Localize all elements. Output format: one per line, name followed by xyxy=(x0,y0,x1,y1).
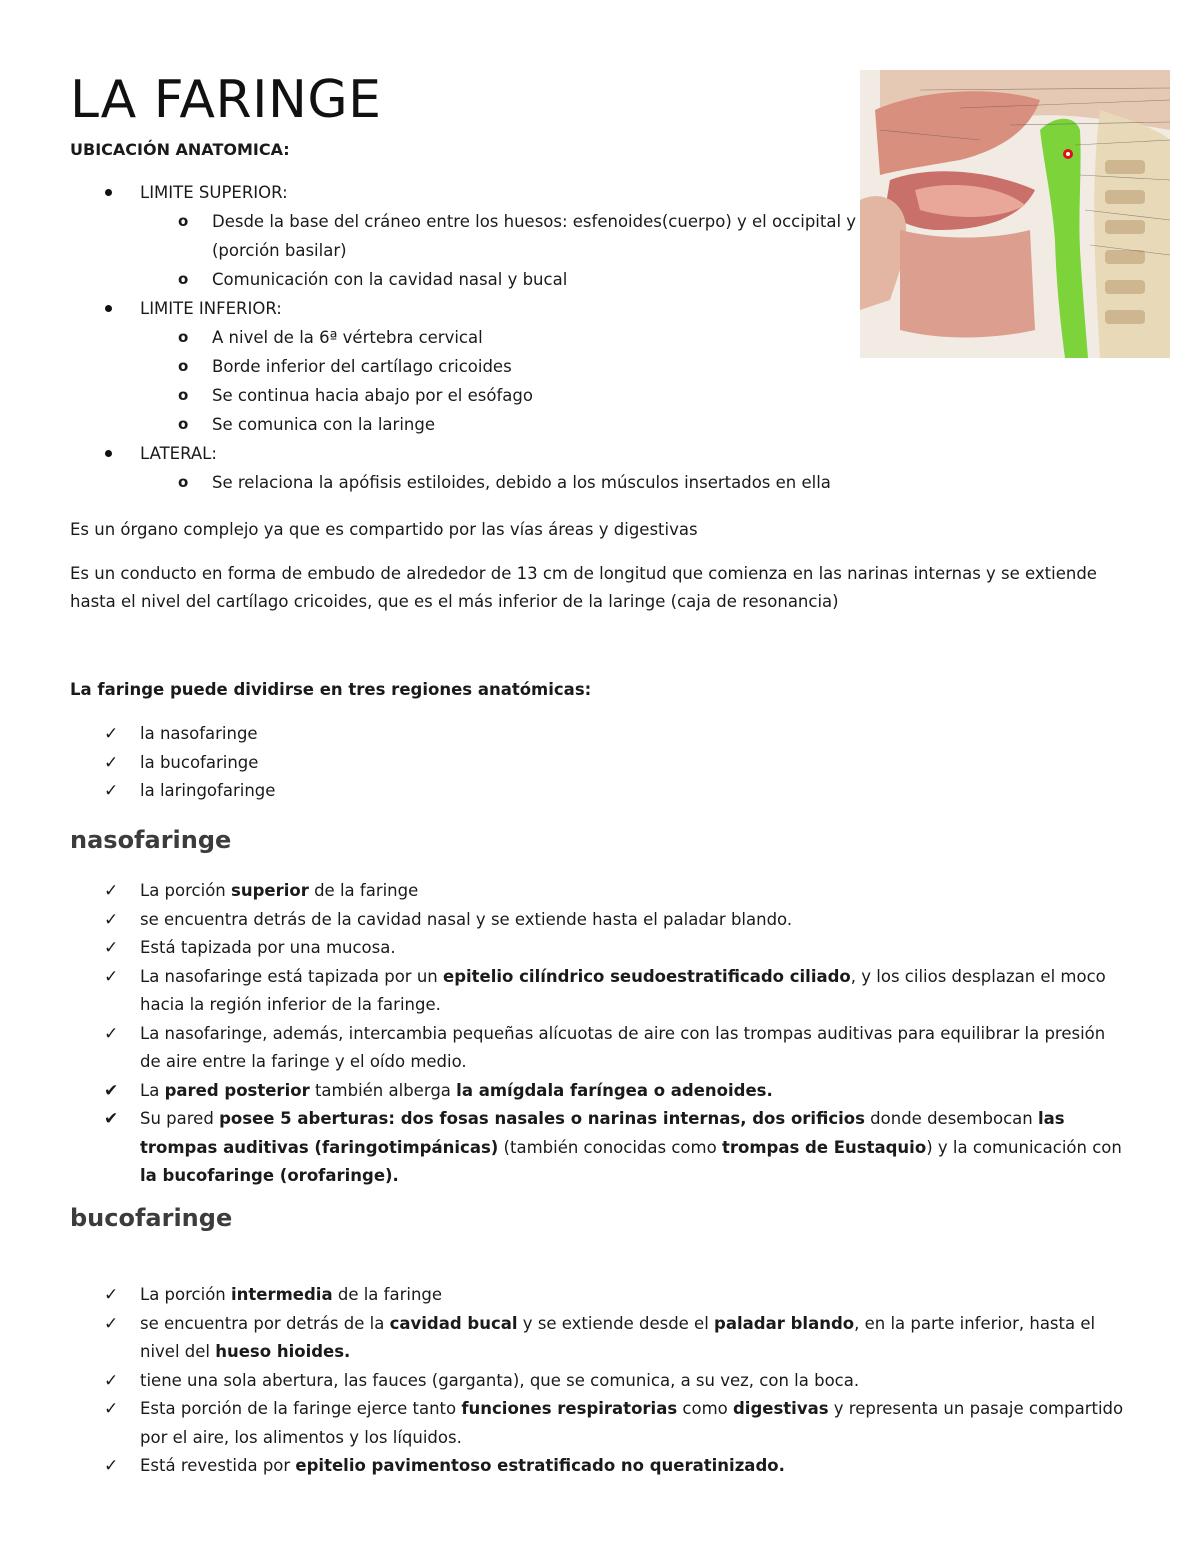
section-heading-bucofaringe: bucofaringe xyxy=(70,1204,233,1232)
regiones-list xyxy=(104,720,1140,806)
list-item: o Comunicación con la cavidad nasal y bucal xyxy=(212,265,860,294)
check-icon: ✓ xyxy=(104,1370,119,1391)
list-item: ✔ Su pared posee 5 aberturas: dos fosas nasales o narinas internas, dos orificios donde desembocan las trompas auditivas (faringotimpánicas) (también conocidas como trompas de Eustaquio) y la comunicación con la bucofaringe (orofaringe). xyxy=(140,1105,1130,1191)
lateral: LATERAL: o Se relaciona la apófisis estiloides, debido a los músculos insertados en ella xyxy=(140,439,860,497)
list-item: o Borde inferior del cartílago cricoides xyxy=(212,352,860,381)
page-title: LA FARINGE xyxy=(70,70,382,130)
check-icon: ✓ xyxy=(104,966,119,987)
list-item: ✓ Está revestida por epitelio pavimentoso estratificado no queratinizado. xyxy=(140,1452,1130,1481)
check-icon: ✓ xyxy=(104,1399,119,1419)
list-item: ✓ Está tapizada por una mucosa. xyxy=(140,934,1130,963)
check-icon: ✓ xyxy=(104,724,119,744)
check-icon: ✓ xyxy=(104,938,119,958)
list-item: o Se relaciona la apófisis estiloides, debido a los músculos insertados en ella xyxy=(212,468,1012,497)
list-item: ✓ La porción superior de la faringe xyxy=(140,877,1130,906)
nasofaringe-list xyxy=(104,877,1130,1191)
list-item: ✓ la laringofaringe xyxy=(140,777,1140,806)
pharynx-anatomy-figure xyxy=(860,70,1170,358)
check-icon: ✓ xyxy=(104,1456,119,1476)
check-icon: ✓ xyxy=(104,1285,119,1305)
check-icon: ✓ xyxy=(104,909,119,930)
list-item: ✔ La pared posterior también alberga la amígdala faríngea o adenoides. xyxy=(140,1077,1130,1106)
list-item: ✓ la nasofaringe xyxy=(140,720,1140,749)
check-icon: ✓ xyxy=(104,1313,119,1334)
list-item: ✓ Esta porción de la faringe ejerce tanto funciones respiratorias como digestivas y representa un pasaje compartido por el aire, los alimentos y los líquidos. xyxy=(140,1395,1130,1452)
limite-superior: LIMITE SUPERIOR: o Desde la base del cráneo entre los huesos: esfenoides(cuerpo) y el occipital y (porción basilar) o Comunicación con la cavidad nasal y bucal xyxy=(140,178,860,294)
section-heading-nasofaringe: nasofaringe xyxy=(70,826,232,854)
list-item: ✓ La nasofaringe, además, intercambia pequeñas alícuotas de aire con las trompas auditivas para equilibrar la presión de aire entre la faringe y el oído medio. xyxy=(140,1020,1130,1077)
paragraph-conducto: Es un conducto en forma de embudo de alrededor de 13 cm de longitud que comienza en las narinas internas y se extiende hasta el nivel del cartílago cricoides, que es el más inferior de la laringe (caja de resonancia) xyxy=(70,564,1097,611)
check-icon: ✓ xyxy=(104,752,119,773)
list-item: ✓ se encuentra por detrás de la cavidad bucal y se extiende desde el paladar blando, en la parte inferior, hasta el nivel del hueso hioides. xyxy=(140,1310,1130,1367)
list-item: o A nivel de la 6ª vértebra cervical xyxy=(212,323,860,352)
list-item: o Desde la base del cráneo entre los huesos: esfenoides(cuerpo) y el occipital y (porción basilar) xyxy=(212,207,860,265)
ubicacion-label: UBICACIÓN ANATOMICA: xyxy=(70,140,290,159)
list-item: ✓ La nasofaringe está tapizada por un epitelio cilíndrico seudoestratificado ciliado, y los cilios desplazan el moco hacia la región inferior de la faringe. xyxy=(140,963,1130,1020)
ubicacion-list xyxy=(140,178,860,497)
list-item: ✓ la bucofaringe xyxy=(140,749,1140,778)
bucofaringe-list xyxy=(104,1281,1130,1481)
check-icon: ✔ xyxy=(104,1080,119,1101)
check-icon: ✓ xyxy=(104,781,119,801)
list-item: o Se comunica con la laringe xyxy=(212,410,860,439)
check-icon: ✔ xyxy=(104,1109,119,1129)
list-item: ✓ tiene una sola abertura, las fauces (garganta), que se comunica, a su vez, con la boca. xyxy=(140,1367,1130,1396)
list-item: o Se continua hacia abajo por el esófago xyxy=(212,381,860,410)
regiones-label: La faringe puede dividirse en tres regiones anatómicas: xyxy=(70,680,592,699)
pharynx-anatomy-illustration xyxy=(860,70,1170,358)
paragraph-organo: Es un órgano complejo ya que es compartido por las vías áreas y digestivas xyxy=(70,520,698,539)
check-icon: ✓ xyxy=(104,1023,119,1044)
limite-inferior: LIMITE INFERIOR: o A nivel de la 6ª vértebra cervical o Borde inferior del cartílago cricoides o Se continua hacia abajo por el esófago o Se comunica con la laringe xyxy=(140,294,860,439)
check-icon: ✓ xyxy=(104,881,119,901)
list-item: ✓ La porción intermedia de la faringe xyxy=(140,1281,1130,1310)
list-item: ✓ se encuentra detrás de la cavidad nasal y se extiende hasta el paladar blando. xyxy=(140,906,1130,935)
